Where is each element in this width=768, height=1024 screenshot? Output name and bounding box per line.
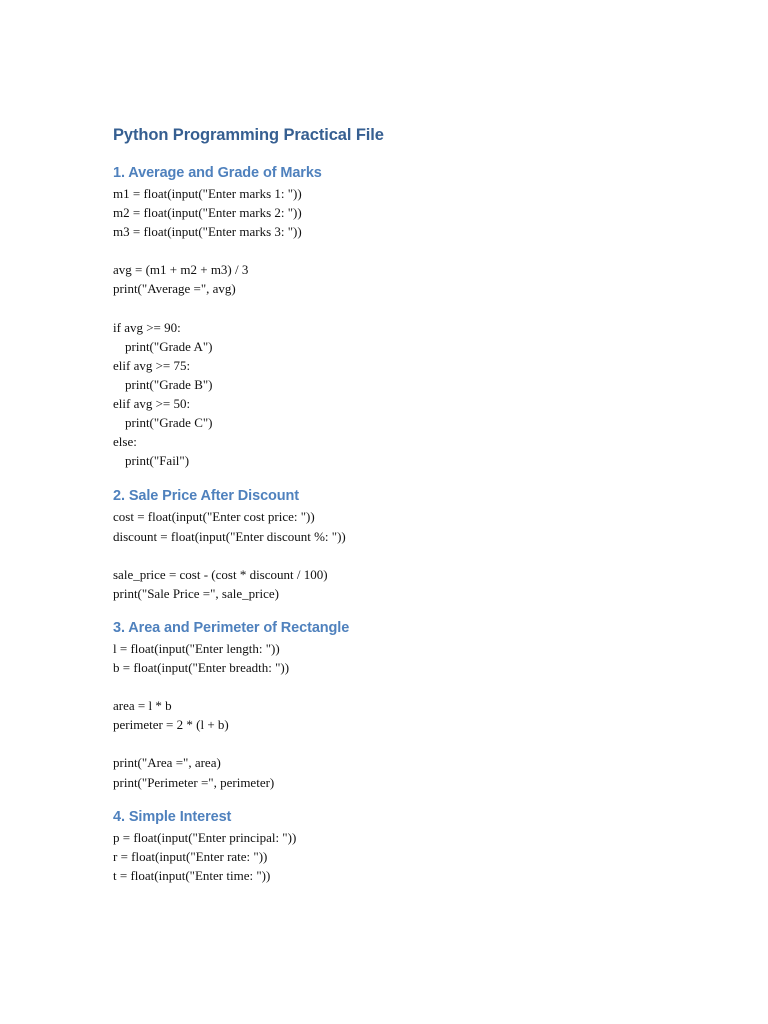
- code-line: cost = float(input("Enter cost price: ")): [113, 509, 315, 525]
- code-line: else:: [113, 434, 137, 450]
- code-line: m1 = float(input("Enter marks 1: ")): [113, 186, 302, 201]
- blank-line: [113, 734, 713, 753]
- code-line: print("Sale Price =", sale_price): [113, 585, 279, 601]
- code-block: [113, 828, 713, 885]
- code-line: discount = float(input("Enter discount %: ")): [113, 528, 346, 544]
- code-line: l = float(input("Enter length: ")): [113, 640, 280, 656]
- code-line: print("Perimeter =", perimeter): [113, 774, 275, 790]
- section-heading: 1. Average and Grade of Marks: [113, 165, 322, 181]
- code-line: elif avg >= 75:: [113, 357, 191, 373]
- code-line: m3 = float(input("Enter marks 3: ")): [113, 224, 302, 240]
- code-line: m2 = float(input("Enter marks 2: ")): [113, 205, 302, 221]
- section-heading: 4. Simple Interest: [113, 808, 232, 825]
- code-line: sale_price = cost - (cost * discount / 100): [113, 566, 328, 582]
- code-block: [113, 507, 713, 602]
- code-line: b = float(input("Enter breadth: ")): [113, 659, 290, 675]
- section-average-grade: [113, 162, 713, 470]
- code-line: print("Area =", area): [113, 755, 221, 771]
- section-sale-price: [113, 485, 713, 602]
- document-page: [113, 122, 713, 885]
- code-line: area = l * b: [113, 698, 172, 714]
- code-line: perimeter = 2 * (l + b): [113, 717, 229, 733]
- section-rectangle: [113, 617, 713, 792]
- code-line: elif avg >= 50:: [113, 396, 191, 412]
- document-title: Python Programming Practical File: [113, 126, 384, 144]
- code-line: t = float(input("Enter time: ")): [113, 867, 271, 883]
- blank-line: [113, 677, 713, 696]
- section-heading: 3. Area and Perimeter of Rectangle: [113, 619, 350, 636]
- code-line: r = float(input("Enter rate: ")): [113, 848, 268, 864]
- code-block: [113, 184, 713, 470]
- code-line: print("Grade A"): [125, 338, 213, 354]
- code-line: print("Grade B"): [125, 376, 213, 392]
- code-line: print("Average =", avg): [113, 281, 236, 297]
- code-line: print("Grade C"): [125, 415, 213, 431]
- code-line: print("Fail"): [125, 453, 190, 469]
- code-line: p = float(input("Enter principal: ")): [113, 829, 297, 845]
- blank-line: [113, 241, 713, 260]
- section-heading: 2. Sale Price After Discount: [113, 488, 300, 505]
- code-line: avg = (m1 + m2 + m3) / 3: [113, 262, 249, 278]
- code-line: if avg >= 90:: [113, 319, 181, 335]
- section-simple-interest: [113, 806, 713, 885]
- code-block: [113, 639, 713, 792]
- blank-line: [113, 546, 713, 565]
- blank-line: [113, 299, 713, 318]
